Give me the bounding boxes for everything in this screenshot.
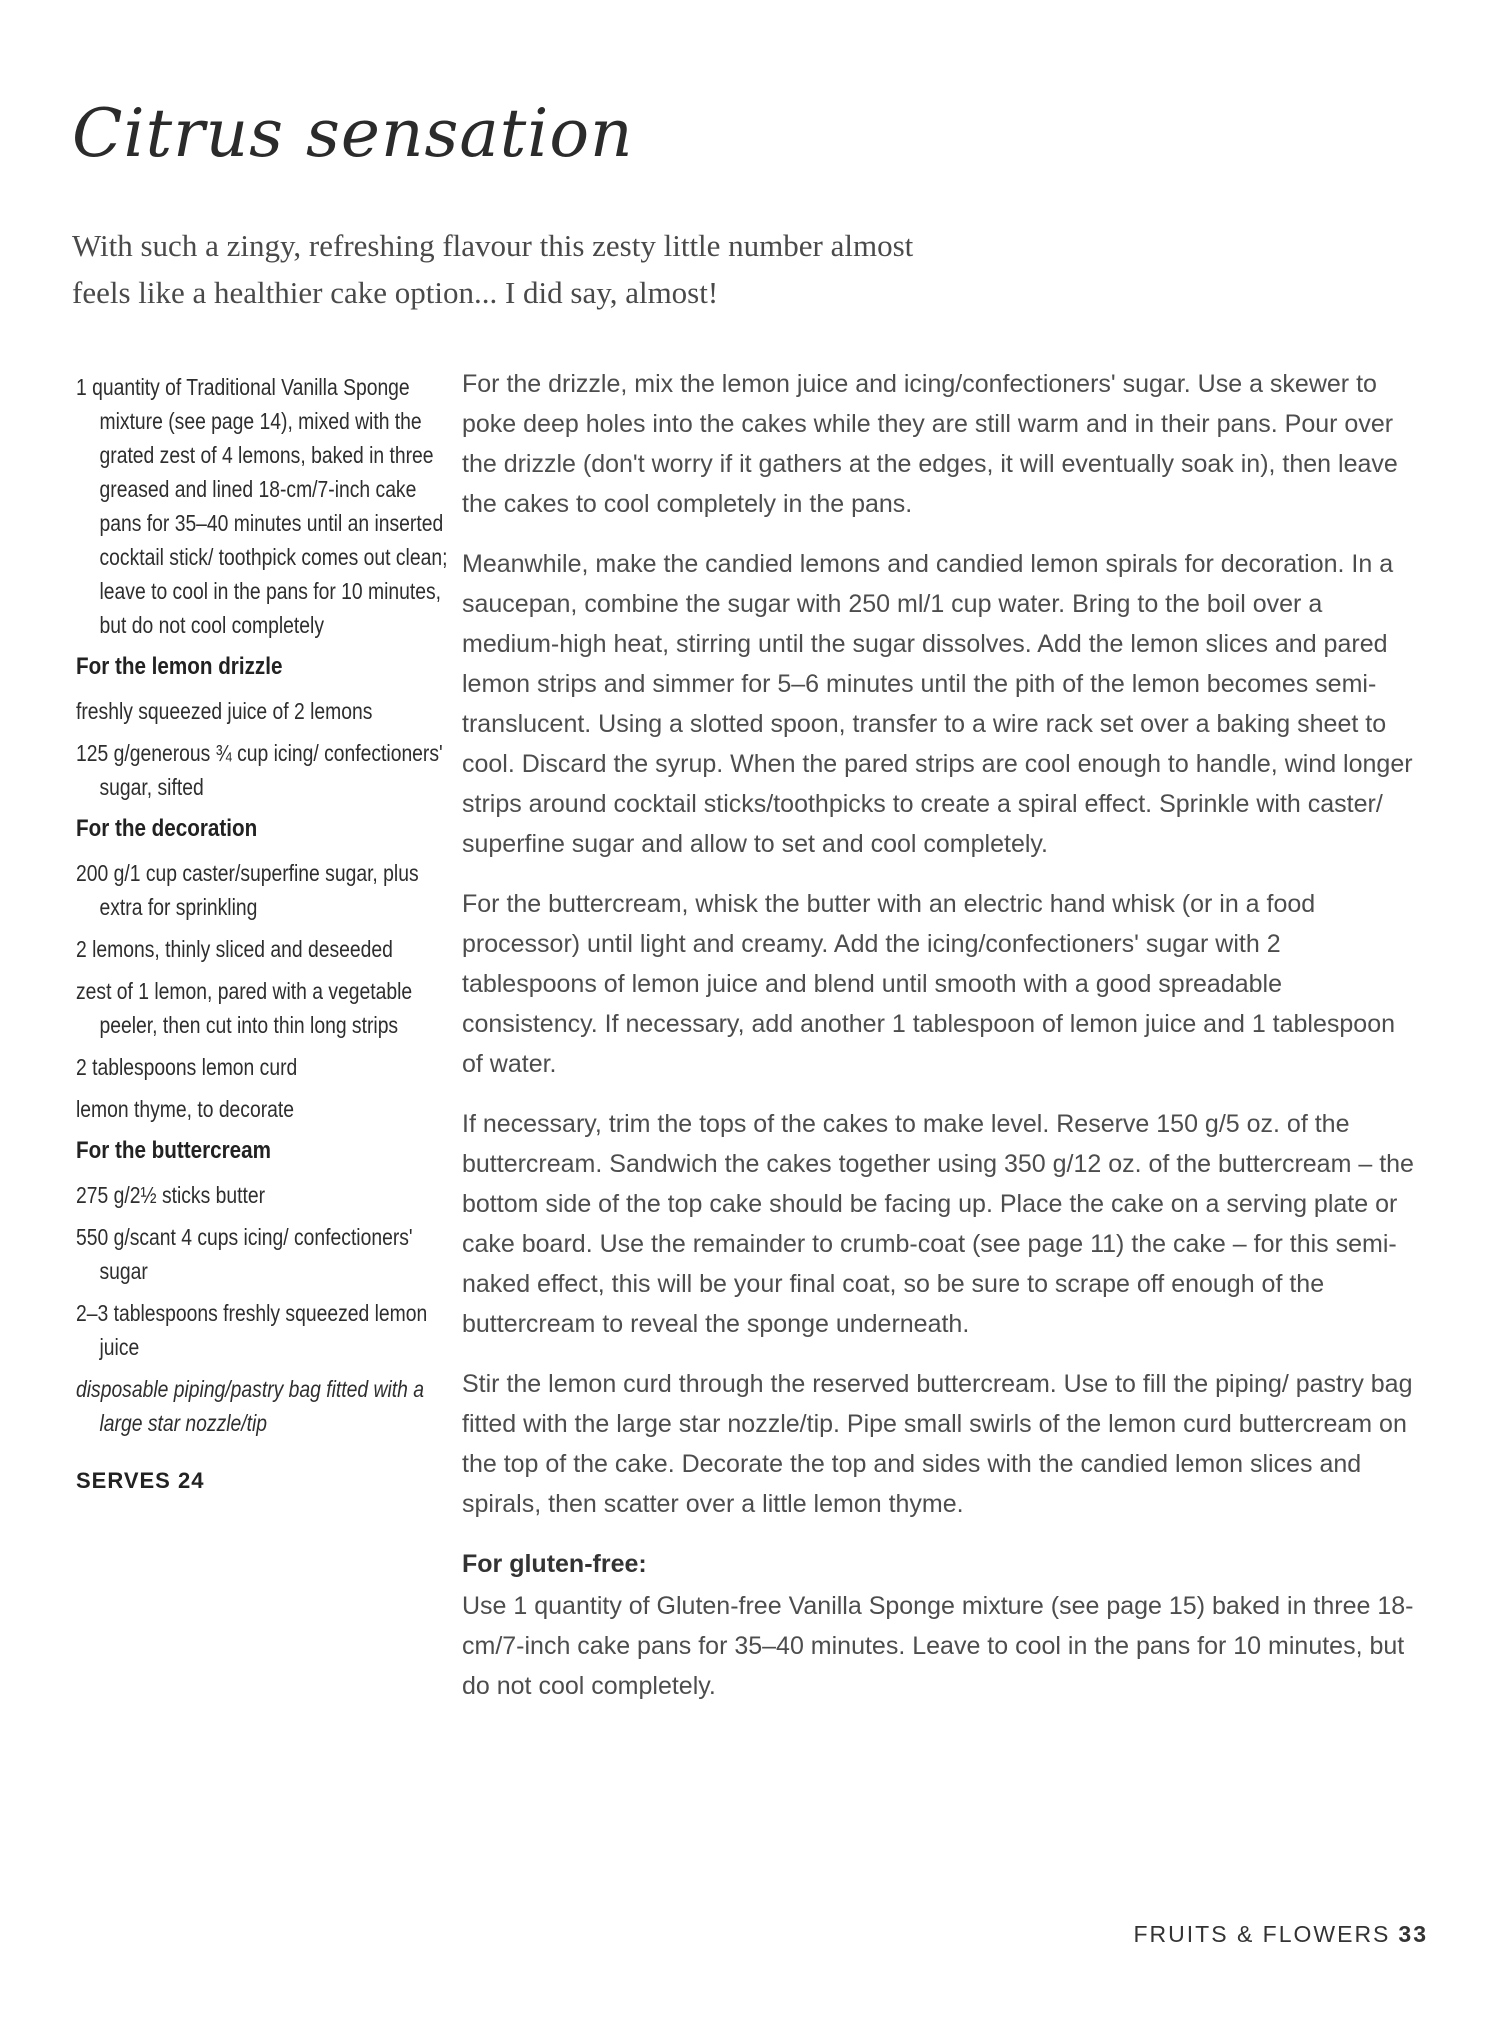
section-name: FRUITS & FLOWERS bbox=[1133, 1921, 1391, 1947]
ingredient-item: 125 g/generous ¾ cup icing/ confectioners' sugar, sifted bbox=[76, 740, 443, 800]
ingredient-item: zest of 1 lemon, pared with a vegetable peeler, then cut into thin long strips bbox=[76, 978, 413, 1038]
method-paragraph: For the drizzle, mix the lemon juice and icing/confectioners' sugar. Use a skewer to poke deep holes into the cakes while they are still warm and in their pans. Pour over the drizzle (don't worry if it gathers at the edges, it will eventually soak in), then leave the cakes to cool completely in the pans. bbox=[462, 370, 1398, 518]
gluten-free-heading: For gluten-free: bbox=[462, 1550, 647, 1578]
page-number: 33 bbox=[1398, 1921, 1428, 1947]
ingredient-item: 275 g/2½ sticks butter bbox=[76, 1182, 266, 1208]
ingredient-item: 2 lemons, thinly sliced and deseeded bbox=[76, 936, 393, 962]
ingredient-item: lemon thyme, to decorate bbox=[76, 1096, 295, 1122]
ingredient-item: 2–3 tablespoons freshly squeezed lemon juice bbox=[76, 1300, 428, 1360]
page-title: Citrus sensation bbox=[72, 95, 634, 172]
ingredient-heading: For the lemon drizzle bbox=[76, 653, 283, 680]
page-footer bbox=[1134, 1921, 1429, 1948]
ingredient-item: 200 g/1 cup caster/superfine sugar, plus extra for sprinkling bbox=[76, 860, 419, 920]
intro-text: With such a zingy, refreshing flavour this zesty little number almost feels like a healthier cake option... I did say, almost! bbox=[72, 228, 914, 310]
ingredient-heading: For the decoration bbox=[76, 815, 258, 842]
method-paragraph: If necessary, trim the tops of the cakes to make level. Reserve 150 g/5 oz. of the buttercream. Sandwich the cakes together using 350 g/12 oz. of the buttercream – the bottom side of the top cake should be facing up. Place the cake on a serving plate or cake board. Use the remainder to crumb-coat (see page 11) the cake – for this semi-naked effect, this will be your final coat, so be sure to scrape off enough of the buttercream to reveal the sponge underneath. bbox=[462, 1110, 1414, 1338]
ingredient-item: 1 quantity of Traditional Vanilla Sponge mixture (see page 14), mixed with the grated zest of 4 lemons, baked in three greased and lined 18-cm/7-inch cake pans for 35–40 minutes until an inserted cocktail stick/ toothpick comes out clean; leave to cool in the pans for 10 minutes, but do not cool completely bbox=[76, 374, 448, 638]
method-paragraph: Meanwhile, make the candied lemons and candied lemon spirals for decoration. In a saucepan, combine the sugar with 250 ml/1 cup water. Bring to the boil over a medium-high heat, stirring until the sugar dissolves. Add the lemon slices and pared lemon strips and simmer for 5–6 minutes until the pith of the lemon becomes semi-translucent. Using a slotted spoon, transfer to a wire rack set over a baking sheet to cool. Discard the syrup. When the pared strips are cool enough to handle, wind longer strips around cocktail sticks/toothpicks to create a spiral effect. Sprinkle with caster/ superfine sugar and allow to set and cool completely. bbox=[462, 550, 1413, 858]
ingredient-item: disposable piping/pastry bag fitted with a large star nozzle/tip bbox=[76, 1376, 424, 1436]
method-text bbox=[462, 364, 1422, 1726]
method-paragraph: Stir the lemon curd through the reserved buttercream. Use to fill the piping/ pastry bag fitted with the large star nozzle/tip. Pipe small swirls of the lemon curd buttercream on the top of the cake. Decorate the top and sides with the candied lemon slices and spirals, then scatter over a little lemon thyme. bbox=[462, 1370, 1413, 1518]
ingredient-item: 2 tablespoons lemon curd bbox=[76, 1054, 298, 1080]
serves-count: SERVES 24 bbox=[76, 1468, 205, 1493]
ingredient-item: freshly squeezed juice of 2 lemons bbox=[76, 698, 373, 724]
ingredient-item: 550 g/scant 4 cups icing/ confectioners' sugar bbox=[76, 1224, 413, 1284]
ingredients-list bbox=[76, 370, 448, 1494]
method-paragraph: For the buttercream, whisk the butter with an electric hand whisk (or in a food processor) until light and creamy. Add the icing/confectioners' sugar with 2 tablespoons of lemon juice and blend until smooth with a good spreadable consistency. If necessary, add another 1 tablespoon of lemon juice and 1 tablespoon of water. bbox=[462, 890, 1396, 1078]
gluten-free-paragraph: Use 1 quantity of Gluten-free Vanilla Sponge mixture (see page 15) baked in three 18-cm/7-inch cake pans for 35–40 minutes. Leave to cool in the pans for 10 minutes, but do not cool completely. bbox=[462, 1592, 1414, 1700]
ingredient-heading: For the buttercream bbox=[76, 1137, 271, 1164]
